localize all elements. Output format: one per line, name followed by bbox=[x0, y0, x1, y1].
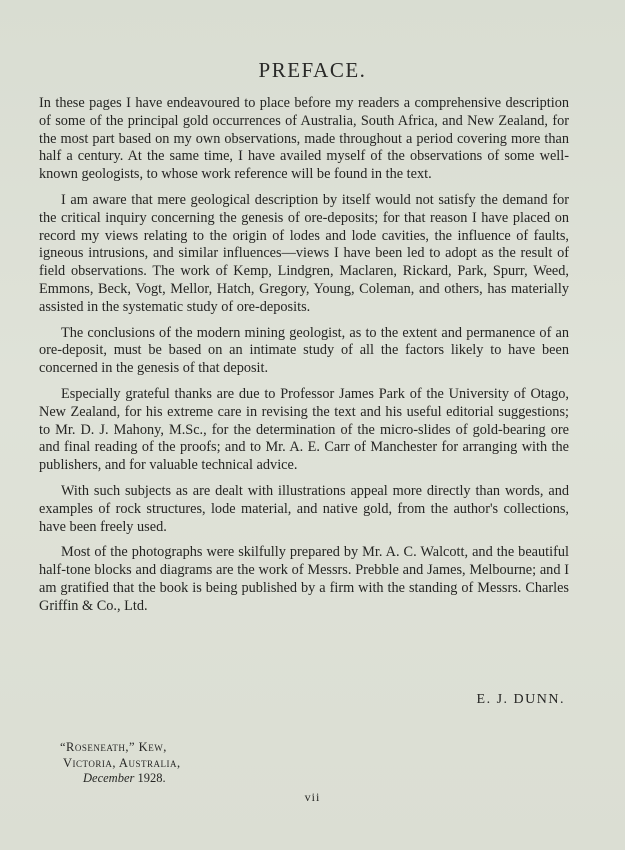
address-line-1: “Roseneath,” Kew, bbox=[60, 740, 167, 754]
paragraph: I am aware that mere geological description by itself would not satisfy the demand for the critical inquiry concerning the genesis of ore-deposits; for that reason I have placed on record my views relating to the origin of lodes and lode cavities, the influence of faults, igneous intrusions, and similar influences—views I have been led to adopt as the result of field observations. The work of Kemp, Lindgren, Maclaren, Rickard, Park, Spurr, Weed, Emmons, Beck, Vogt, Mellor, Hatch, Gregory, Young, Coleman, and others, has materially assisted in the systematic study of ore-deposits. bbox=[39, 191, 569, 315]
address-line-2: Victoria, Australia, bbox=[63, 755, 181, 770]
page-title: PREFACE. bbox=[258, 58, 367, 82]
date-year: 1928. bbox=[137, 771, 166, 785]
paragraph: With such subjects as are dealt with illustrations appeal more directly than words, and examples of rock structures, lode material, and native gold, from the author's collections, have been freely used. bbox=[39, 482, 569, 535]
preface-body bbox=[39, 95, 569, 624]
address-date bbox=[60, 771, 181, 787]
author-signature: E. J. DUNN. bbox=[476, 692, 565, 707]
paragraph: In these pages I have endeavoured to place before my readers a comprehensive description of some of the principal gold occurrences of Australia, South Africa, and New Zealand, for the most part based on my own observations, made throughout a period covering more than half a century. At the same time, I have availed myself of the observations of some well-known geologists, to whose work reference will be found in the text. bbox=[39, 95, 569, 183]
paragraph: The conclusions of the modern mining geologist, as to the extent and permanence of an ore-deposit, must be based on an intimate study of all the factors likely to have been concerned in the genesis of that deposit. bbox=[39, 324, 569, 377]
paragraph: Most of the photographs were skilfully prepared by Mr. A. C. Walcott, and the beautiful half-tone blocks and diagrams are the work of Messrs. Prebble and James, Melbourne; and I am gratified that the book is being published by a firm with the standing of Messrs. Charles Griffin & Co., Ltd. bbox=[39, 544, 569, 614]
paragraph: Especially grateful thanks are due to Professor James Park of the University of Otago, New Zealand, for his extreme care in revising the text and his useful editorial suggestions; to Mr. D. J. Mahony, M.Sc., for the determination of the micro-slides of gold-bearing ore and final reading of the proofs; and to Mr. A. E. Carr of Manchester for arranging with the publishers, and for valuable technical advice. bbox=[39, 385, 569, 474]
date-month: December bbox=[83, 771, 135, 785]
author-address bbox=[60, 740, 181, 787]
page-number: vii bbox=[304, 790, 321, 804]
